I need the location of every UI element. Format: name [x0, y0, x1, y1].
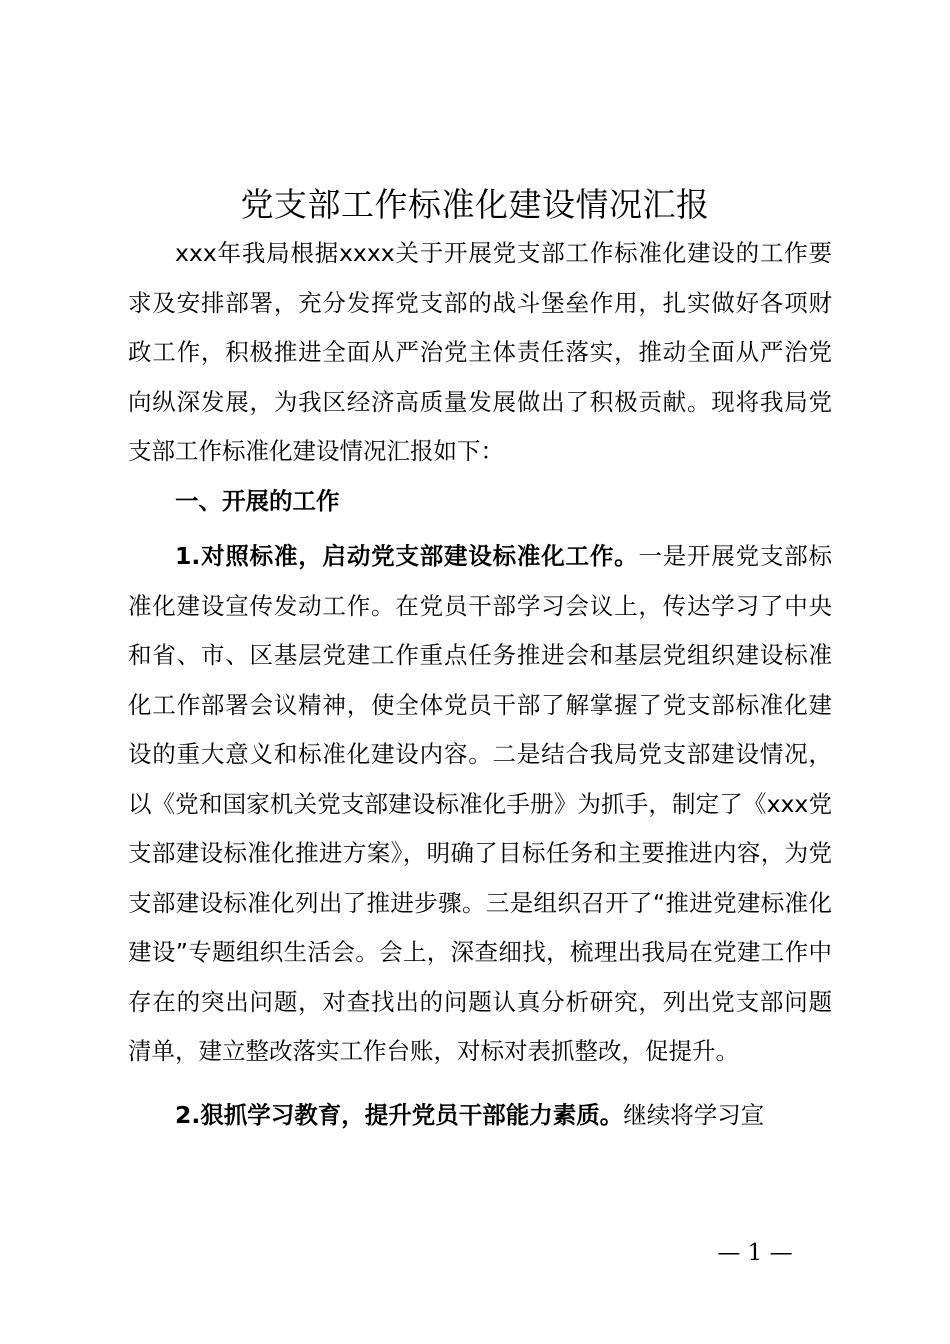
- page-number: — 1 —: [717, 1240, 793, 1266]
- section-heading-1: 一、开展的工作: [175, 486, 340, 515]
- item-1-paragraph: [128, 532, 832, 1077]
- document-body: [128, 229, 832, 1140]
- item-2-lead: 2.狠抓学习教育，提升党员干部能力素质。: [175, 1100, 624, 1129]
- document-title: 党支部工作标准化建设情况汇报: [240, 185, 710, 224]
- item-2-paragraph: [128, 1091, 832, 1141]
- item-1-text: 一是开展党支部标准化建设宣传发动工作。在党员干部学习会议上，传达学习了中央和省、市、区基层党建工作重点任务推进会和基层党组织建设标准化工作部署会议精神，使全体党员干部了解掌握了党支部标准化建设的重大意义和标准化建设内容。二是结合我局党支部建设情况，以《党和国家机关党支部建设标准化手册》为抓手，制定了《xxx党支部建设标准化推进方案》，明确了目标任务和主要推进内容，为党支部建设标准化列出了推进步骤。三是组织召开了“推进党建标准化建设”专题组织生活会。会上，深查细找，梳理出我局在党建工作中存在的突出问题，对查找出的问题认真分析研究，列出党支部问题清单，建立整改落实工作台账，对标对表抓整改，促提升。: [128, 542, 832, 1065]
- item-2-text: 继续将学习宣: [623, 1100, 765, 1129]
- intro-paragraph: xxx年我局根据xxxx关于开展党支部工作标准化建设的工作要求及安排部署，充分发挥党支部的战斗堡垒作用，扎实做好各项财政工作，积极推进全面从严治党主体责任落实，推动全面从严治党向纵深发展，为我区经济高质量发展做出了积极贡献。现将我局党支部工作标准化建设情况汇报如下：: [128, 239, 832, 465]
- item-1-lead: 1.对照标准，启动党支部建设标准化工作。: [175, 542, 639, 570]
